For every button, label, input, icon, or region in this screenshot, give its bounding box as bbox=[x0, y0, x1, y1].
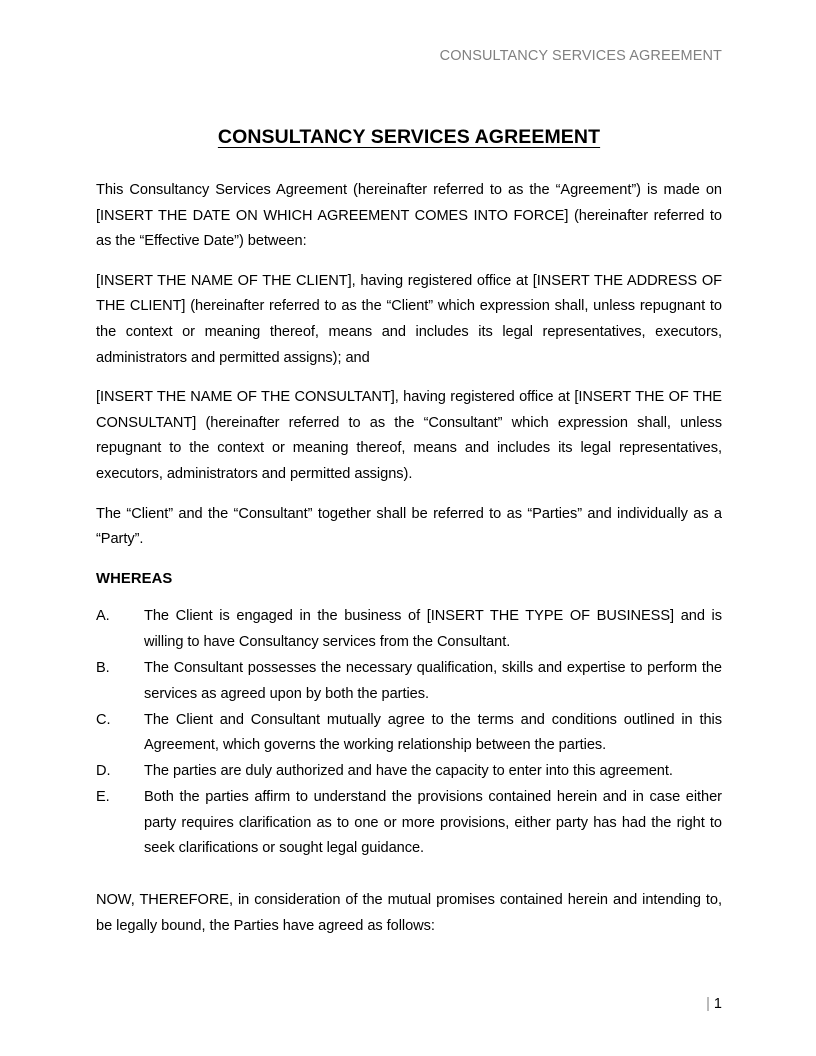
list-item-marker: B. bbox=[96, 659, 110, 676]
list-item-text: The Client and Consultant mutually agree to the terms and conditions outlined in this Agreement, which governs the working relationship between the parties. bbox=[144, 711, 722, 754]
page-number: 1 bbox=[713, 996, 722, 1012]
paragraph-agreement-intro: This Consultancy Services Agreement (hereinafter referred to as the “Agreement”) is made on [INSERT THE DATE ON WHICH AGREEMENT COMES INTO FORCE] (hereinafter referred to as the “Effective Date”) between: bbox=[96, 182, 722, 250]
list-item-marker: E. bbox=[96, 788, 110, 805]
list-item bbox=[96, 785, 722, 862]
list-item-marker: D. bbox=[96, 763, 111, 780]
paragraph-now-therefore: NOW, THEREFORE, in consideration of the mutual promises contained herein and intending to, be legally bound, the Parties have agreed as follows: bbox=[96, 892, 722, 934]
list-item bbox=[96, 604, 722, 656]
list-item bbox=[96, 656, 722, 708]
running-header: CONSULTANCY SERVICES AGREEMENT bbox=[439, 48, 722, 64]
page-footer bbox=[96, 994, 722, 1014]
list-item-marker: C. bbox=[96, 711, 111, 728]
paragraph-parties-definition: The “Client” and the “Consultant” together shall be referred to as “Parties” and individually as a “Party”. bbox=[96, 505, 722, 548]
list-item-marker: A. bbox=[96, 608, 110, 625]
recitals-list bbox=[96, 604, 722, 862]
paragraph-consultant-party: [INSERT THE NAME OF THE CONSULTANT], having registered office at [INSERT THE OF THE CONSULTANT] (hereinafter referred to as the “Consultant” which expression shall, unless repugnant to the context or meaning thereof, means and includes its legal representatives, executors, administrators and permitted assigns). bbox=[96, 389, 722, 482]
paragraph-client-party: [INSERT THE NAME OF THE CLIENT], having registered office at [INSERT THE ADDRESS OF THE CLIENT] (hereinafter referred to as the “Client” which expression shall, unless repugnant to the context or meaning thereof, means and includes its legal representatives, executors, administrators and permitted assigns); and bbox=[96, 272, 722, 366]
list-item-text: Both the parties affirm to understand the provisions contained herein and in case either party requires clarification as to one or more provisions, either party has had the right to seek clarifications or sought legal guidance. bbox=[144, 788, 722, 857]
list-item-text: The Client is engaged in the business of [INSERT THE TYPE OF BUSINESS] and is willing to have Consultancy services from the Consultant. bbox=[144, 608, 722, 651]
footer-separator: | bbox=[706, 996, 710, 1012]
page-title: CONSULTANCY SERVICES AGREEMENT bbox=[217, 126, 601, 148]
list-item bbox=[96, 708, 722, 760]
list-item-text: The parties are duly authorized and have the capacity to enter into this agreement. bbox=[144, 763, 673, 780]
list-item-text: The Consultant possesses the necessary qualification, skills and expertise to perform the services as agreed upon by both the parties. bbox=[144, 659, 722, 702]
paragraph-spacer bbox=[96, 862, 722, 888]
list-item bbox=[96, 759, 722, 785]
document-body bbox=[96, 124, 722, 953]
whereas-heading: WHEREAS bbox=[96, 570, 173, 587]
